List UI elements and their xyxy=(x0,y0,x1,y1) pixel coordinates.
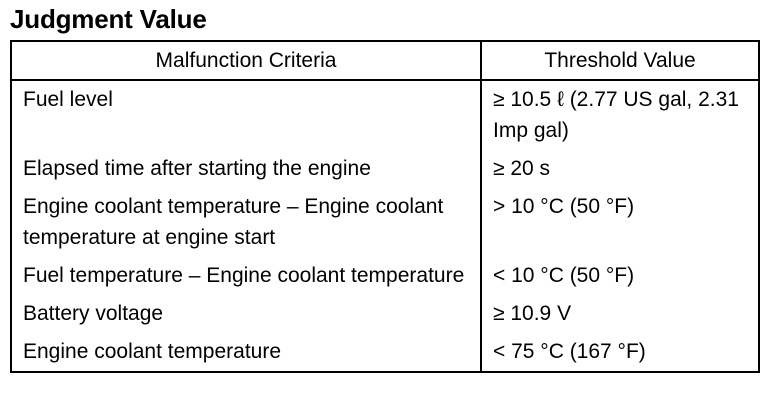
table-row xyxy=(11,336,759,372)
column-header-criteria: Malfunction Criteria xyxy=(11,41,481,80)
threshold-cell: > 10 °C (50 °F) xyxy=(481,191,759,260)
column-header-threshold: Threshold Value xyxy=(481,41,759,80)
table-row xyxy=(11,298,759,336)
threshold-cell: ≥ 20 s xyxy=(481,153,759,191)
threshold-cell: ≥ 10.9 V xyxy=(481,298,759,336)
threshold-cell: ≥ 10.5 ℓ (2.77 US gal, 2.31 Imp gal) xyxy=(481,80,759,153)
criteria-cell: Fuel level xyxy=(23,88,113,111)
table-row xyxy=(11,260,759,298)
criteria-cell: Fuel temperature – Engine coolant temperature xyxy=(23,264,465,287)
threshold-cell: < 75 °C (167 °F) xyxy=(481,336,759,372)
criteria-cell: Elapsed time after starting the engine xyxy=(23,157,371,180)
table-header-row xyxy=(11,41,759,80)
judgment-value-table xyxy=(10,40,760,373)
criteria-cell: Engine coolant temperature – Engine coolant temperature at engine start xyxy=(23,195,444,249)
page-title: Judgment Value xyxy=(10,4,207,34)
threshold-cell: < 10 °C (50 °F) xyxy=(481,260,759,298)
table-row xyxy=(11,80,759,153)
criteria-cell: Engine coolant temperature xyxy=(23,340,281,363)
table-row xyxy=(11,153,759,191)
criteria-cell: Battery voltage xyxy=(23,302,164,325)
table-row xyxy=(11,191,759,260)
